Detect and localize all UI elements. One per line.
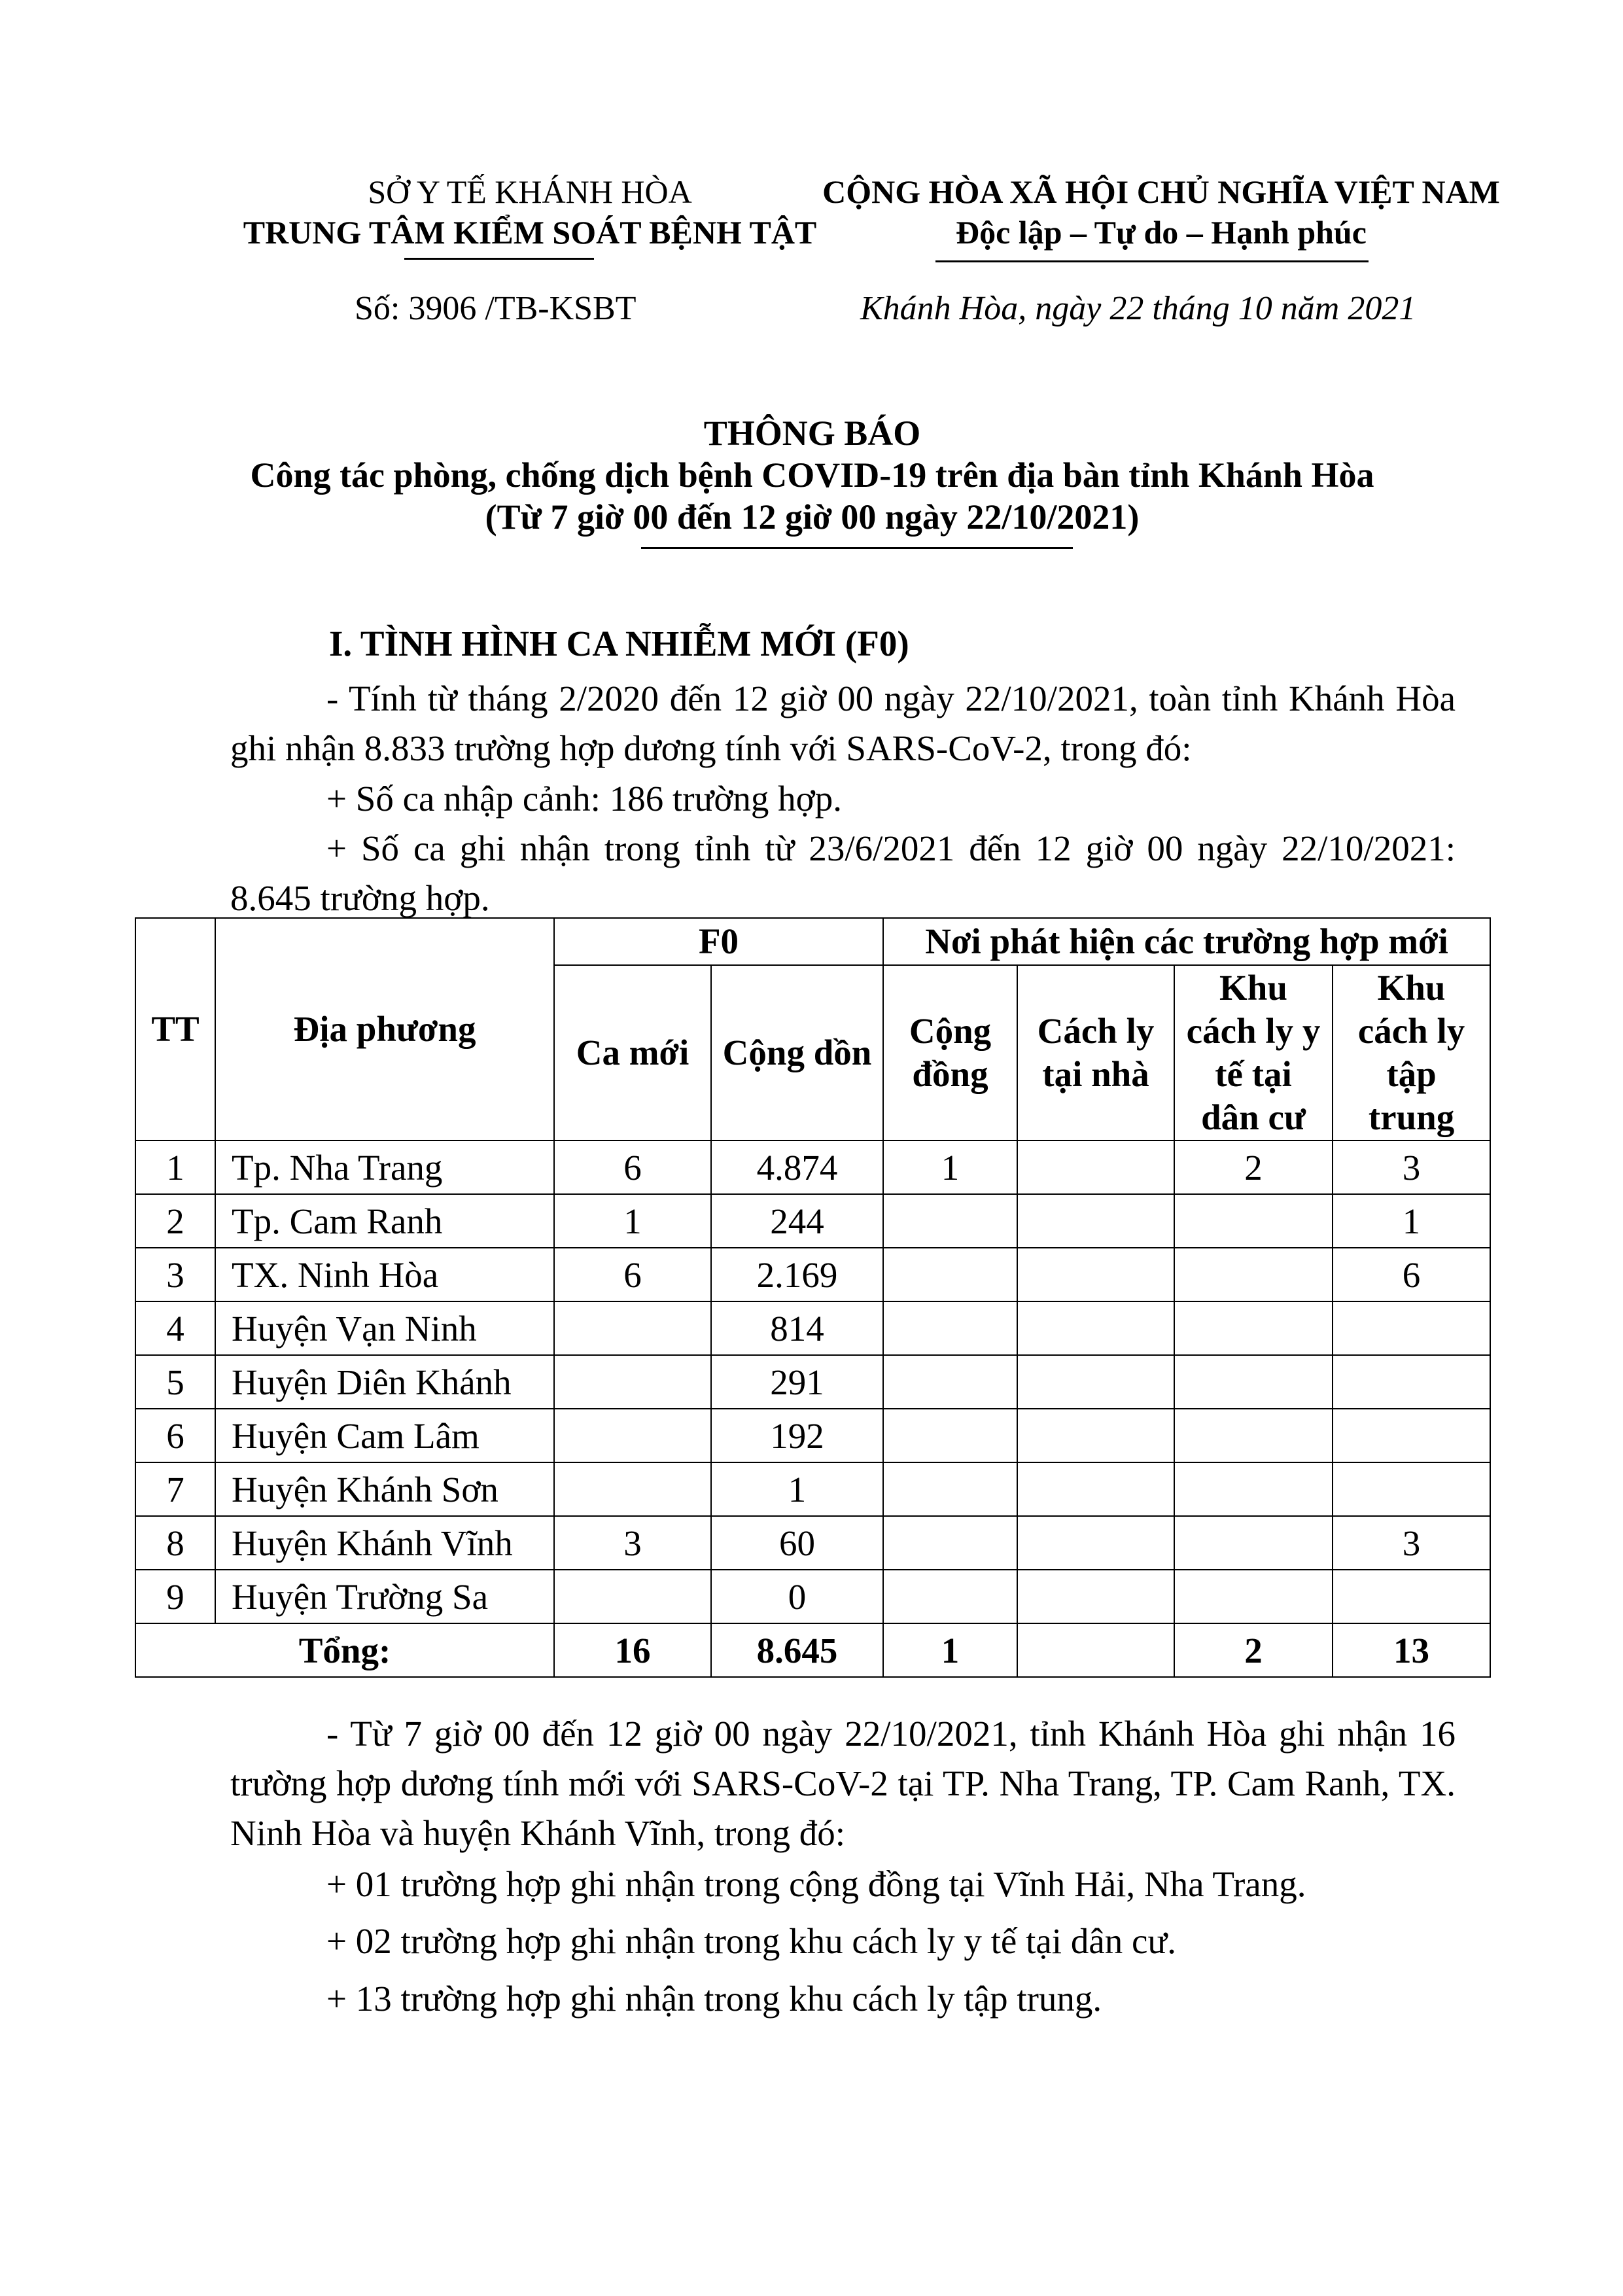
total-centralized: 13 [1333,1623,1490,1677]
row-home-isolation [1017,1409,1174,1462]
country-name: CỘNG HÒA XÃ HỘI CHỦ NGHĨA VIỆT NAM [822,173,1500,210]
total-label: Tổng: [135,1623,554,1677]
paragraph-residential-cases: + 02 trường hợp ghi nhận trong khu cách ly y tế tại dân cư. [326,1921,1176,1961]
agency-underline [404,258,594,260]
row-cumulative: 291 [711,1355,883,1409]
cases-table [135,917,1491,1678]
table-total-row [135,1623,1490,1677]
row-cumulative: 4.874 [711,1140,883,1194]
row-cumulative: 0 [711,1570,883,1623]
row-residential-isolation [1174,1409,1333,1462]
row-new-cases: 3 [554,1516,711,1570]
row-centralized-isolation: 6 [1333,1248,1490,1301]
total-new: 16 [554,1623,711,1677]
row-number: 4 [135,1301,215,1355]
table-row [135,1248,1490,1301]
row-locality: Huyện Khánh Sơn [215,1462,554,1516]
row-residential-isolation [1174,1462,1333,1516]
total-residential: 2 [1174,1623,1333,1677]
table-row [135,1462,1490,1516]
row-cumulative: 814 [711,1301,883,1355]
row-community [883,1355,1017,1409]
table-row [135,1301,1490,1355]
header-where-detected: Nơi phát hiện các trường hợp mới [883,918,1490,965]
row-residential-isolation: 2 [1174,1140,1333,1194]
row-home-isolation [1017,1516,1174,1570]
row-community [883,1301,1017,1355]
row-new-cases: 6 [554,1248,711,1301]
row-community [883,1194,1017,1248]
row-number: 3 [135,1248,215,1301]
row-community [883,1462,1017,1516]
place-date: Khánh Hòa, ngày 22 tháng 10 năm 2021 [860,290,1416,327]
row-cumulative: 2.169 [711,1248,883,1301]
header-tt: TT [135,918,215,1140]
row-community [883,1570,1017,1623]
section-heading: I. TÌNH HÌNH CA NHIỄM MỚI (F0) [329,624,909,663]
row-centralized-isolation [1333,1301,1490,1355]
notice-title: THÔNG BÁO [703,414,921,453]
row-centralized-isolation [1333,1409,1490,1462]
row-community [883,1516,1017,1570]
row-number: 6 [135,1409,215,1462]
row-locality: TX. Ninh Hòa [215,1248,554,1301]
row-new-cases [554,1409,711,1462]
row-residential-isolation [1174,1355,1333,1409]
row-locality: Huyện Diên Khánh [215,1355,554,1409]
notice-time-range: (Từ 7 giờ 00 đến 12 giờ 00 ngày 22/10/2021) [485,497,1140,537]
row-new-cases: 1 [554,1194,711,1248]
table-row [135,1409,1490,1462]
agency-parent: SỞ Y TẾ KHÁNH HÒA [368,173,692,210]
row-centralized-isolation [1333,1355,1490,1409]
agency-name: TRUNG TÂM KIỂM SOÁT BỆNH TẬT [243,214,817,251]
row-community [883,1248,1017,1301]
row-community [883,1409,1017,1462]
motto: Độc lập – Tự do – Hạnh phúc [956,214,1367,251]
row-cumulative: 244 [711,1194,883,1248]
paragraph-community-case: + 01 trường hợp ghi nhận trong cộng đồng tại Vĩnh Hải, Nha Trang. [326,1864,1306,1904]
row-locality: Huyện Trường Sa [215,1570,554,1623]
header-locality: Địa phương [215,918,554,1140]
header-f0: F0 [554,918,883,965]
total-cumulative: 8.645 [711,1623,883,1677]
table-body [135,1140,1490,1623]
row-number: 8 [135,1516,215,1570]
row-number: 9 [135,1570,215,1623]
row-number: 5 [135,1355,215,1409]
table-row [135,1516,1490,1570]
row-cumulative: 192 [711,1409,883,1462]
header-cumulative: Cộng dồn [711,965,883,1140]
document-number: Số: 3906 /TB-KSBT [355,290,637,327]
row-new-cases: 6 [554,1140,711,1194]
row-home-isolation [1017,1301,1174,1355]
paragraph-imported-cases: + Số ca nhập cảnh: 186 trường hợp. [326,779,843,819]
row-centralized-isolation: 1 [1333,1194,1490,1248]
row-centralized-isolation: 3 [1333,1140,1490,1194]
row-home-isolation [1017,1194,1174,1248]
row-locality: Huyện Khánh Vĩnh [215,1516,554,1570]
paragraph-local-cases: + Số ca ghi nhận trong tỉnh từ 23/6/2021 đến 12 giờ 00 ngày 22/10/2021: 8.645 trường hợp. [230,828,1456,918]
row-number: 7 [135,1462,215,1516]
row-residential-isolation [1174,1570,1333,1623]
row-number: 2 [135,1194,215,1248]
row-home-isolation [1017,1355,1174,1409]
header-residential-isolation: Khu cách ly y tế tại dân cư [1174,965,1333,1140]
total-community: 1 [883,1623,1017,1677]
notice-subtitle: Công tác phòng, chống dịch bệnh COVID-19 trên địa bàn tỉnh Khánh Hòa [250,455,1374,495]
row-home-isolation [1017,1462,1174,1516]
row-locality: Huyện Vạn Ninh [215,1301,554,1355]
header-new-cases: Ca mới [554,965,711,1140]
row-home-isolation [1017,1570,1174,1623]
row-locality: Tp. Nha Trang [215,1140,554,1194]
row-new-cases [554,1570,711,1623]
row-locality: Huyện Cam Lâm [215,1409,554,1462]
header-community: Cộng đồng [883,965,1017,1140]
row-home-isolation [1017,1140,1174,1194]
row-number: 1 [135,1140,215,1194]
row-centralized-isolation [1333,1462,1490,1516]
table-row [135,1194,1490,1248]
row-new-cases [554,1462,711,1516]
row-centralized-isolation: 3 [1333,1516,1490,1570]
header-centralized-isolation: Khu cách ly tập trung [1333,965,1490,1140]
row-community: 1 [883,1140,1017,1194]
row-residential-isolation [1174,1248,1333,1301]
paragraph-centralized-cases: + 13 trường hợp ghi nhận trong khu cách ly tập trung. [326,1979,1102,2019]
row-home-isolation [1017,1248,1174,1301]
row-new-cases [554,1301,711,1355]
motto-underline [935,260,1369,262]
row-cumulative: 1 [711,1462,883,1516]
row-centralized-isolation [1333,1570,1490,1623]
header-home-isolation: Cách ly tại nhà [1017,965,1174,1140]
table-row [135,1355,1490,1409]
title-underline [641,547,1073,549]
row-new-cases [554,1355,711,1409]
table-row [135,1570,1490,1623]
row-cumulative: 60 [711,1516,883,1570]
table-row [135,1140,1490,1194]
paragraph-total-cases: - Tính từ tháng 2/2020 đến 12 giờ 00 ngày 22/10/2021, toàn tỉnh Khánh Hòa ghi nhận 8.833 trường hợp dương tính với SARS-CoV-2, trong đó: [230,679,1456,768]
row-residential-isolation [1174,1301,1333,1355]
row-residential-isolation [1174,1194,1333,1248]
row-locality: Tp. Cam Ranh [215,1194,554,1248]
total-home [1017,1623,1174,1677]
paragraph-new-positives: - Từ 7 giờ 00 đến 12 giờ 00 ngày 22/10/2021, tỉnh Khánh Hòa ghi nhận 16 trường hợp dương tính mới với SARS-CoV-2 tại TP. Nha Trang, TP. Cam Ranh, TX. Ninh Hòa và huyện Khánh Vĩnh, trong đó: [230,1714,1456,1853]
row-residential-isolation [1174,1516,1333,1570]
